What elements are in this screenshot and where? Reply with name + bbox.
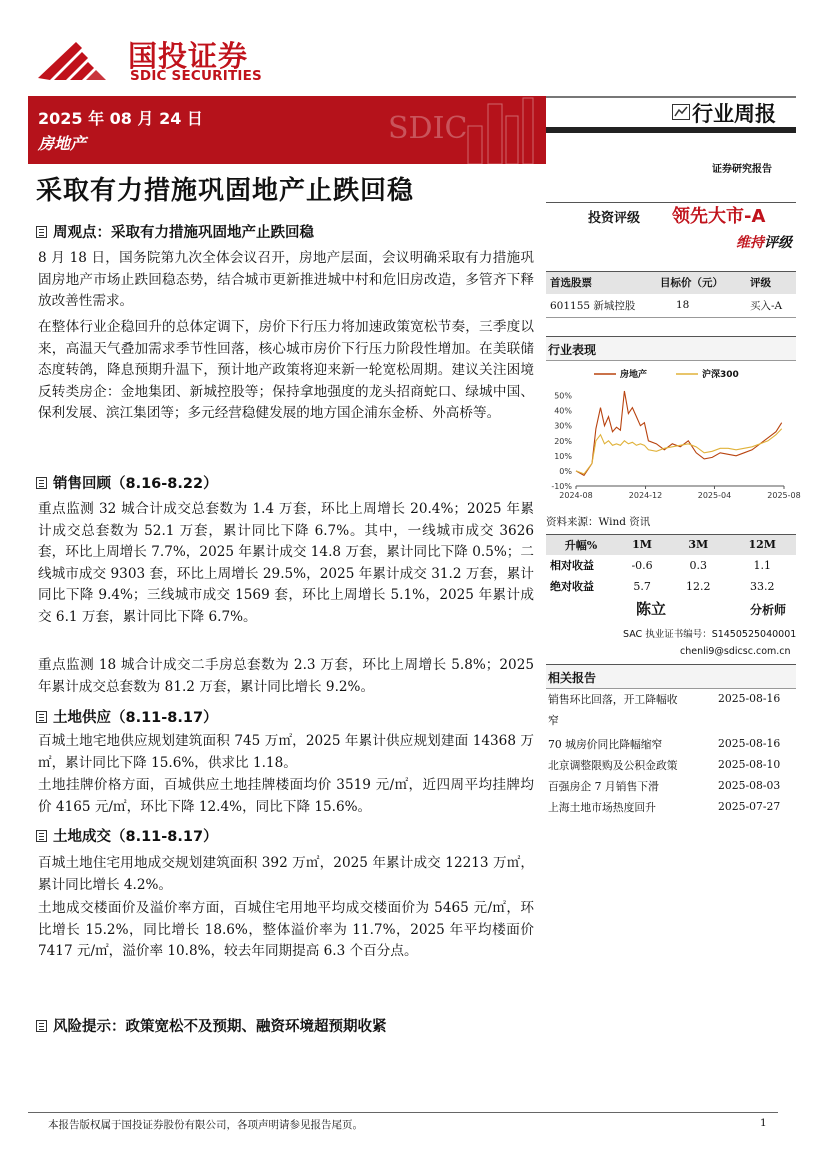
rating-maintain: 维持评级 [736,235,792,251]
rating-value: 领先大市-A [672,206,766,227]
section-heading-risk: 风险提示：政策宽松不及预期、融资环境超预期收紧 [36,1015,387,1036]
section-title-industry-performance: 行业表现 [546,336,796,361]
paragraph: 百城土地宅地供应规划建筑面积 745 万㎡，2025 年累计供应规划建面 14368 万㎡，累计同比下降 15.6%，供求比 1.18。 [38,733,534,771]
table-header: 目标价（元） [656,272,746,294]
y-tick-label: 50% [554,391,572,401]
report-sector: 房地产 [38,134,87,153]
y-tick-label: 0% [559,466,572,476]
table-cell: 33.2 [749,579,775,593]
paragraph: 在整体行业企稳回升的总体定调下，房价下行压力将加速政策宽松节奏，三季度以来，高温天气叠加需求季节性回落，核心城市房价下行压力阶段性增加。在美联储态度转鸽，降息预期升温下，预计地产政策将迎来新一轮宽松周期。建议关注困境反转类房企：金地集团、新城控股等；保持拿地强度的龙头招商蛇口、绿城中国、保利发展、滨江集团等；多元经营稳健发展的地方国企浦东金桥、外高桥等。 [38,319,534,422]
table-row [546,555,796,576]
preferred-stocks-table [546,271,796,318]
table-cell: -0.6 [631,558,653,572]
list-icon [36,711,47,723]
table-header: 1M [616,535,668,555]
section-heading-sales-review: 销售回顾（8.16-8.22） [36,472,218,493]
footer-rule [28,1112,778,1113]
table-cell: 绝对收益 [550,580,594,593]
returns-table [546,534,796,597]
table-cell: 601155 新城控股 [546,294,656,318]
x-tick-label: 2025-04 [697,491,732,500]
banner-decoration [368,96,548,164]
list-icon [36,830,47,842]
table-cell: 买入-A [746,294,796,318]
section-heading-land-supply: 土地供应（8.11-8.17） [36,706,218,727]
table-row [546,576,796,597]
x-tick-label: 2024-12 [628,491,663,500]
header-banner [28,96,546,164]
list-icon [36,477,47,489]
paragraph: 8 月 18 日，国务院第九次全体会议召开，房地产层面，会议明确采取有力措施巩固房地产市场止跌回稳态势，结合城市更新推进城中村和危旧房改造，多管齐下释放改善性需求。 [38,250,534,310]
page-title: 采取有力措施巩固地产止跌回稳 [36,176,415,206]
section-title-related-reports: 相关报告 [546,664,796,689]
report-date: 2025 年 08 月 24 日 [38,109,203,128]
header-dark-bar [546,127,796,133]
chart-source: 资料来源：Wind 资讯 [546,516,651,528]
paragraph: 重点监测 32 城合计成交总套数为 1.4 万套，环比上周增长 20.4%；2025 年累计成交总套数为 52.1 万套，累计同比下降 6.7%。其中，一线城市成交 3626 套，环比上周增长 7.7%，2025 年累计成交 14.8 万套，累计同比下降 0.5%；二线城市成交 9303 套，环比上周增长 29.5%，2025 年累计成交 31.2 万套，累计同比下降 9.4%；三线城市成交 1569 套，环比上周增长 5.1%，2025 年累计成交 6.1 万套，累计同比下降 6.7%。 [38,501,534,625]
paragraph: 百城土地住宅用地成交规划建筑面积 392 万㎡，2025 年累计成交 12213 万㎡，累计同比增长 4.2%。 [38,855,534,893]
paragraph: 重点监测 18 城合计成交二手房总套数为 2.3 万套，环比上周增长 5.8%；2025 年累计成交总套数为 81.2 万套，累计同比增长 9.2%。 [38,657,534,695]
table-cell: 18 [656,294,746,318]
related-report-link[interactable]: 70 城房价同比降幅缩窄 [548,738,663,751]
footer-disclaimer: 本报告版权属于国投证券股份有限公司，各项声明请参见报告尾页。 [48,1119,363,1131]
paragraph: 土地成交楼面价及溢价率方面，百城住宅用地平均成交楼面价为 5465 元/㎡，环比增长 15.2%，同比增长 18.6%，整体溢价率为 11.7%，2025 年平均楼面价 7417 元/㎡，溢价率 10.8%，较去年同期提高 6.3 个百分点。 [38,900,534,960]
analyst-email[interactable]: chenli9@sdicsc.com.cn [680,646,791,657]
related-report-link[interactable]: 北京调整限购及公积金政策 [548,759,678,772]
related-report-link[interactable]: 上海土地市场热度回升 [548,801,656,814]
page-number: 1 [760,1117,767,1129]
brand-name-en: SDIC SECURITIES [130,68,262,84]
table-cell: 0.3 [689,558,708,572]
rating-label: 投资评级 [588,211,641,226]
table-cell: 12.2 [686,579,711,593]
related-report-date: 2025-07-27 [718,800,781,813]
series-line-0 [576,391,782,475]
x-tick-label: 2024-08 [559,491,593,500]
sdic-logo-icon [36,38,122,84]
banner-watermark: SDIC [388,111,468,146]
section-heading-weekly-view: 周观点：采取有力措施巩固地产止跌回稳 [36,221,314,242]
table-row [546,294,796,318]
list-icon [36,226,47,238]
x-tick-label: 2025-08 [767,491,801,500]
table-cell: 相对收益 [550,559,594,572]
analyst-role: 分析师 [750,603,787,617]
related-report-link[interactable]: 百强房企 7 月销售下滑 [548,780,659,793]
y-tick-label: 10% [554,451,572,461]
related-report-link-cont[interactable]: 窄 [548,714,559,727]
related-report-link[interactable]: 销售环比回落，开工降幅收 [548,693,678,706]
table-cell: 5.7 [633,579,651,593]
industry-performance-chart [546,360,801,508]
table-cell: 1.1 [753,558,771,572]
list-icon [36,1020,47,1032]
section-heading-land-transactions: 土地成交（8.11-8.17） [36,825,218,846]
table-header: 升幅% [546,535,616,555]
paragraph: 土地挂牌价格方面，百城供应土地挂牌楼面均价 3519 元/㎡，近四周平均挂牌均价 4165 元/㎡，环比下降 12.4%，同比下降 15.6%。 [38,777,534,815]
analyst-sac-number: SAC 执业证书编号：S1450525040001 [623,629,797,640]
chart-trend-icon [672,104,690,120]
y-tick-label: 30% [554,421,572,431]
legend-label: 房地产 [620,370,648,380]
table-header: 评级 [746,272,796,294]
table-header: 12M [728,535,796,555]
y-tick-label: 40% [554,406,572,416]
series-line-1 [576,429,782,474]
table-header: 3M [668,535,728,555]
legend-label: 沪深300 [702,370,739,380]
report-subtype: 证券研究报告 [712,164,772,175]
related-report-date: 2025-08-10 [718,758,781,771]
table-header: 首选股票 [546,272,656,294]
y-tick-label: 20% [554,436,572,446]
related-report-date: 2025-08-03 [718,779,781,792]
report-type: 行业周报 [692,102,776,126]
analyst-name: 陈立 [636,600,667,618]
y-tick-label: -10% [551,482,572,491]
related-report-date: 2025-08-16 [718,737,781,750]
brand-name-cn: 国投证券 [128,39,249,73]
related-report-date: 2025-08-16 [718,692,781,705]
